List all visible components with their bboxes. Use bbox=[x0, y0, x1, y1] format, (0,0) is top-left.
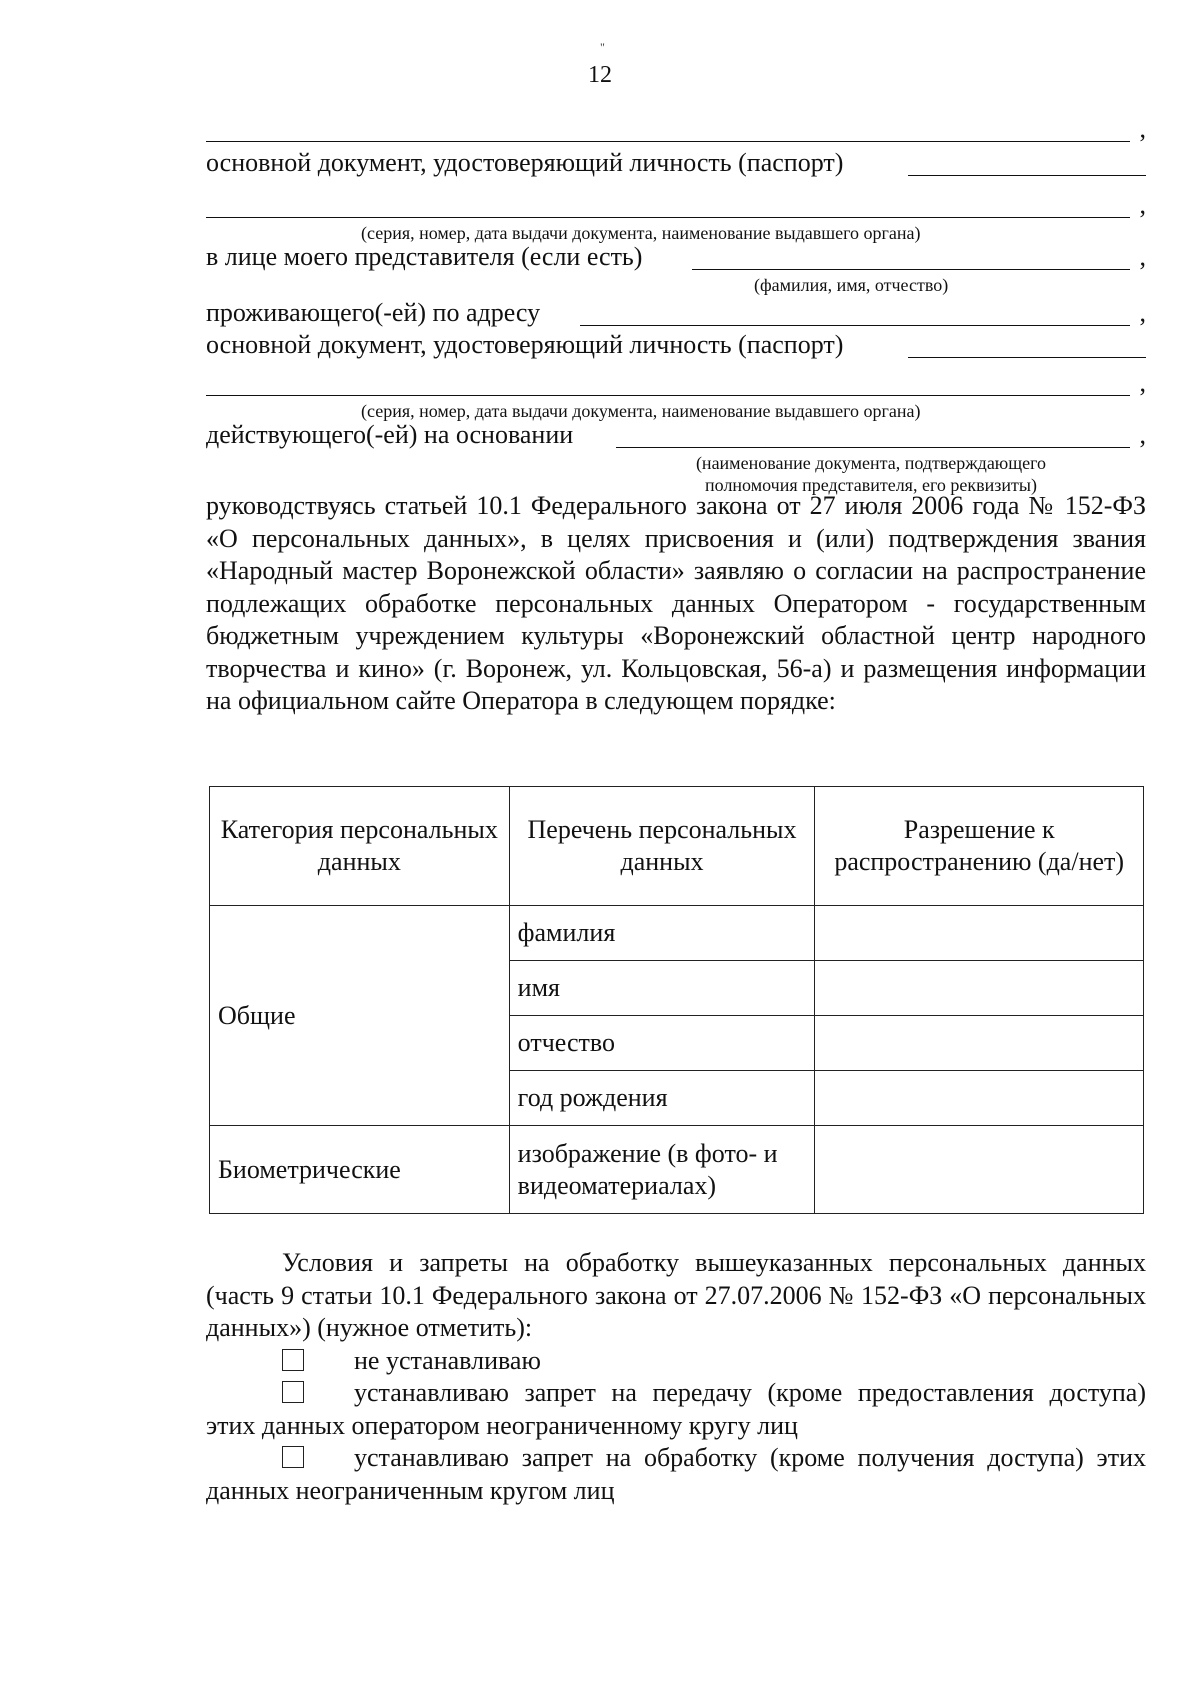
passport-field[interactable] bbox=[908, 357, 1146, 358]
comma: , bbox=[1139, 298, 1146, 327]
page-number: 12 bbox=[588, 62, 612, 88]
permission-cell[interactable] bbox=[815, 1071, 1144, 1126]
comma: , bbox=[1139, 368, 1146, 397]
option-label: устанавливаю запрет на передачу (кроме предоставления доступа) этих данных оператором неограниченному кругу лиц bbox=[206, 1378, 1146, 1440]
address-label: проживающего(-ей) по адресу bbox=[206, 298, 541, 327]
basis-field[interactable] bbox=[616, 447, 1130, 448]
passport-details-line-2[interactable] bbox=[206, 366, 1146, 400]
representative-label: в лице моего представителя (если есть) bbox=[206, 242, 643, 271]
category-biometric: Биометрические bbox=[210, 1126, 510, 1214]
checkbox-icon[interactable] bbox=[282, 1349, 304, 1371]
comma: , bbox=[1139, 242, 1146, 271]
conditions-section bbox=[206, 1247, 1146, 1507]
passport-line-1 bbox=[206, 146, 1146, 180]
blank-underline bbox=[206, 395, 1130, 396]
address-field[interactable] bbox=[580, 325, 1130, 326]
category-general: Общие bbox=[210, 906, 510, 1126]
item-birth-year: год рождения bbox=[509, 1071, 815, 1126]
passport-label: основной документ, удостоверяющий личность (паспорт) bbox=[206, 330, 844, 359]
passport-label: основной документ, удостоверяющий личность (паспорт) bbox=[206, 148, 844, 177]
table-row bbox=[210, 1126, 1144, 1214]
header-permission: Разрешение к распространению (да/нет) bbox=[815, 787, 1144, 906]
consent-paragraph: руководствуясь статьей 10.1 Федерального закона от 27 июля 2006 года № 152-ФЗ «О персональных данных», в целях присвоения и (или) подтверждения звания «Народный мастер Воронежской области» заявляю о согласии на распространение подлежащих обработке персональных данных Оператором - государственным бюджетным учреждением культуры «Воронежский областной центр народного творчества и кино» (г. Воронеж, ул. Кольцовская, 56-а) и размещения информации на официальном сайте Оператора в следующем порядке: bbox=[206, 491, 1146, 715]
address-line bbox=[206, 296, 1146, 330]
comma: , bbox=[1139, 190, 1146, 219]
header-category: Категория персональных данных bbox=[210, 787, 510, 906]
passport-hint-1: (серия, номер, дата выдачи документа, наименование выдавшего органа) bbox=[361, 223, 921, 243]
checkbox-icon[interactable] bbox=[282, 1381, 304, 1403]
blank-underline bbox=[206, 141, 1130, 142]
comma: , bbox=[1139, 114, 1146, 143]
option-transfer-ban bbox=[206, 1377, 1146, 1442]
stray-mark: " bbox=[600, 40, 605, 54]
representative-line bbox=[206, 240, 1146, 274]
basis-line bbox=[206, 418, 1146, 452]
item-surname: фамилия bbox=[509, 906, 815, 961]
comma: , bbox=[1139, 420, 1146, 449]
passport-hint-2: (серия, номер, дата выдачи документа, наименование выдавшего органа) bbox=[361, 401, 921, 421]
option-processing-ban bbox=[206, 1442, 1146, 1507]
passport-details-line-1[interactable] bbox=[206, 188, 1146, 222]
option-no-restrictions bbox=[206, 1345, 1146, 1378]
basis-hint-line-1: (наименование документа, подтверждающего bbox=[695, 453, 1047, 473]
passport-line-2 bbox=[206, 328, 1146, 362]
header-list: Перечень персональных данных bbox=[509, 787, 815, 906]
permission-cell[interactable] bbox=[815, 906, 1144, 961]
option-label: устанавливаю запрет на обработку (кроме получения доступа) этих данных неограниченным кругом лиц bbox=[206, 1443, 1146, 1505]
conditions-intro: Условия и запреты на обработку вышеуказанных персональных данных (часть 9 статьи 10.1 Федерального закона от 27.07.2006 № 152-ФЗ «О персональных данных») (нужное отметить): bbox=[206, 1248, 1146, 1342]
item-name: имя bbox=[509, 961, 815, 1016]
permission-cell[interactable] bbox=[815, 1016, 1144, 1071]
table-row bbox=[210, 906, 1144, 961]
item-image: изображение (в фото- и видеоматериалах) bbox=[509, 1126, 815, 1214]
permission-cell[interactable] bbox=[815, 961, 1144, 1016]
checkbox-icon[interactable] bbox=[282, 1446, 304, 1468]
blank-underline bbox=[206, 217, 1130, 218]
item-patronymic: отчество bbox=[509, 1016, 815, 1071]
permission-cell[interactable] bbox=[815, 1126, 1144, 1214]
passport-field[interactable] bbox=[908, 175, 1146, 176]
basis-label: действующего(-ей) на основании bbox=[206, 420, 574, 449]
personal-data-table bbox=[209, 786, 1144, 1214]
representative-hint: (фамилия, имя, отчество) bbox=[754, 275, 949, 295]
blank-line-1[interactable] bbox=[206, 112, 1146, 146]
option-label: не устанавливаю bbox=[354, 1345, 541, 1375]
table-header-row bbox=[210, 787, 1144, 906]
basis-hint-line-2: полномочия представителя, его реквизиты) bbox=[705, 475, 1037, 495]
representative-field[interactable] bbox=[692, 269, 1130, 270]
